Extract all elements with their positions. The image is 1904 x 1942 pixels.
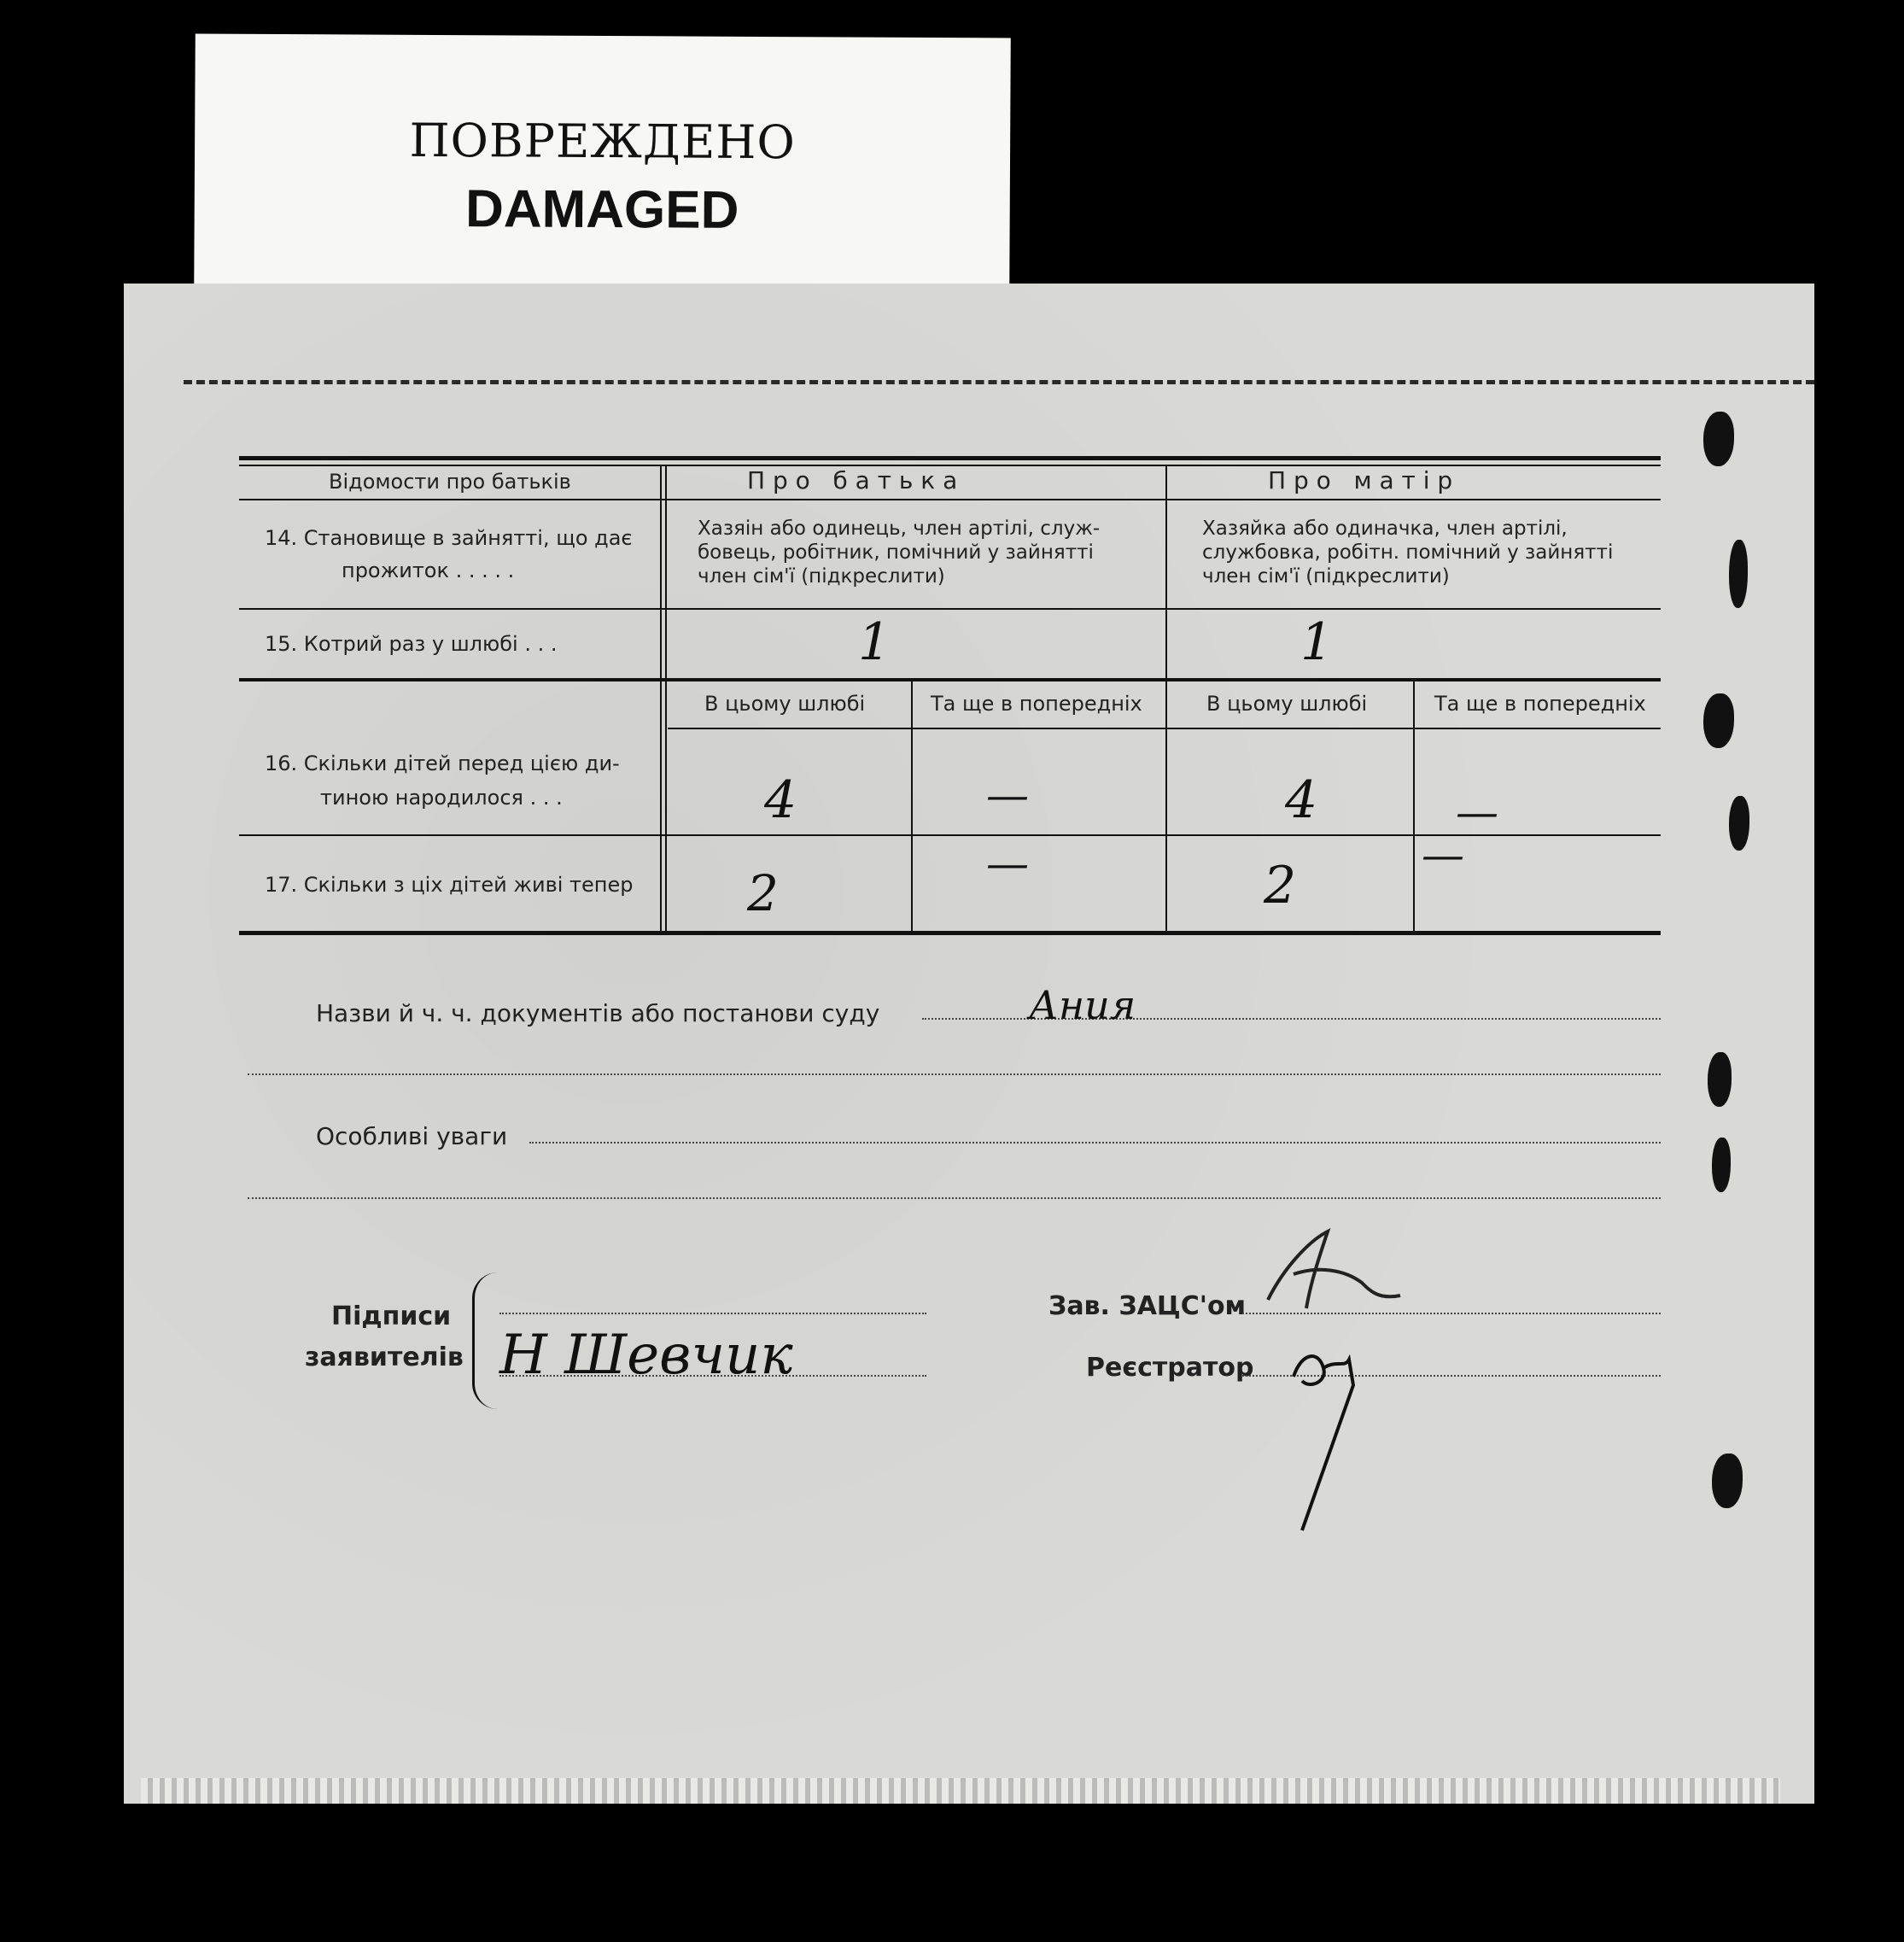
applicants-label-line2: заявителів [305, 1342, 464, 1372]
row17-father-this: 2 [747, 864, 779, 922]
row14-mother-line1: Хазяйка або одиначка, член артілі, [1202, 518, 1568, 540]
documents-value: Ания [1029, 982, 1136, 1028]
damage-hole [1712, 1454, 1743, 1508]
row17-mother-this: 2 [1264, 856, 1297, 915]
damage-hole [1729, 540, 1748, 608]
remarks-dotted-line [529, 1142, 1661, 1144]
row14-father-line2: бовець, робітник, помічний у зайнятті [698, 541, 1094, 564]
subheader-mother-previous: Та ще в попередніх [1434, 692, 1646, 716]
damage-hole [1703, 693, 1734, 748]
damage-hole [1703, 412, 1734, 466]
row16-mother-prev: — [1456, 787, 1498, 837]
damage-hole [1708, 1052, 1732, 1107]
row14-father-line3: член сім'ї (підкреслити) [698, 565, 945, 588]
damage-hole [1712, 1138, 1731, 1192]
row15-label: 15. Котрий раз у шлюбі . . . [265, 632, 558, 656]
head-zags-signature [1251, 1214, 1422, 1334]
damage-hole [77, 711, 111, 796]
registrar-label: Реєстратор [1086, 1353, 1254, 1383]
damaged-label-en: DAMAGED [464, 179, 739, 240]
row14-label-line2: прожиток . . . . . [342, 559, 515, 582]
head-zags-label: Зав. ЗАЦС'ом [1048, 1291, 1247, 1321]
applicant-signature-line-1 [499, 1313, 926, 1314]
row16-mother-this: 4 [1285, 770, 1318, 830]
table-header-father: П р о б а т ь к а [747, 466, 958, 494]
remarks-dotted-line-2 [248, 1197, 1661, 1199]
table-header-parents-info: Відомости про батьків [329, 470, 571, 494]
row15-mother-value: 1 [1300, 612, 1334, 672]
subheader-mother-this-marriage: В цьому шлюбі [1206, 692, 1368, 716]
applicants-label-line1: Підписи [331, 1301, 452, 1331]
row16-label-line2: тиною народилося . . . [320, 786, 563, 810]
documents-dotted-line-2 [248, 1073, 1661, 1075]
perforation-line [184, 380, 1814, 384]
row14-father-line1: Хазяін або одинець, член артілі, служ- [698, 518, 1101, 540]
row14-mother-line3: член сім'ї (підкреслити) [1202, 565, 1450, 588]
document-sheet [124, 284, 1814, 1804]
applicants-brace [472, 1272, 500, 1409]
damage-hole [1729, 796, 1749, 851]
row15-father-value: 1 [858, 612, 891, 672]
row16-father-prev: — [986, 770, 1029, 820]
table-header-mother: П р о м а т і р [1268, 466, 1453, 494]
registrar-signature [1285, 1334, 1387, 1539]
row14-mother-line2: службовка, робітн. помічний у зайнятті [1202, 541, 1614, 564]
applicant-signature: Н Шевчик [499, 1324, 793, 1387]
torn-bottom-edge [141, 1778, 1780, 1804]
row17-mother-prev: — [1422, 830, 1464, 880]
remarks-label: Особливі уваги [316, 1122, 508, 1150]
row17-label: 17. Скільки з ціх дітей живі тепер [265, 873, 634, 897]
row17-father-prev: — [986, 839, 1029, 888]
damaged-label-strip [194, 34, 1011, 295]
documents-label: Назви й ч. ч. документів або постанови суду [316, 999, 880, 1027]
row14-label-line1: 14. Становище в зайнятті, що дає [265, 526, 633, 550]
subheader-father-this-marriage: В цьому шлюбі [704, 692, 866, 716]
damaged-label-ru: ПОВРЕЖДЕНО [409, 113, 796, 170]
row16-label-line1: 16. Скільки дітей перед цією ди- [265, 752, 620, 775]
subheader-father-previous: Та ще в попередніх [931, 692, 1142, 716]
row16-father-this: 4 [764, 770, 797, 830]
